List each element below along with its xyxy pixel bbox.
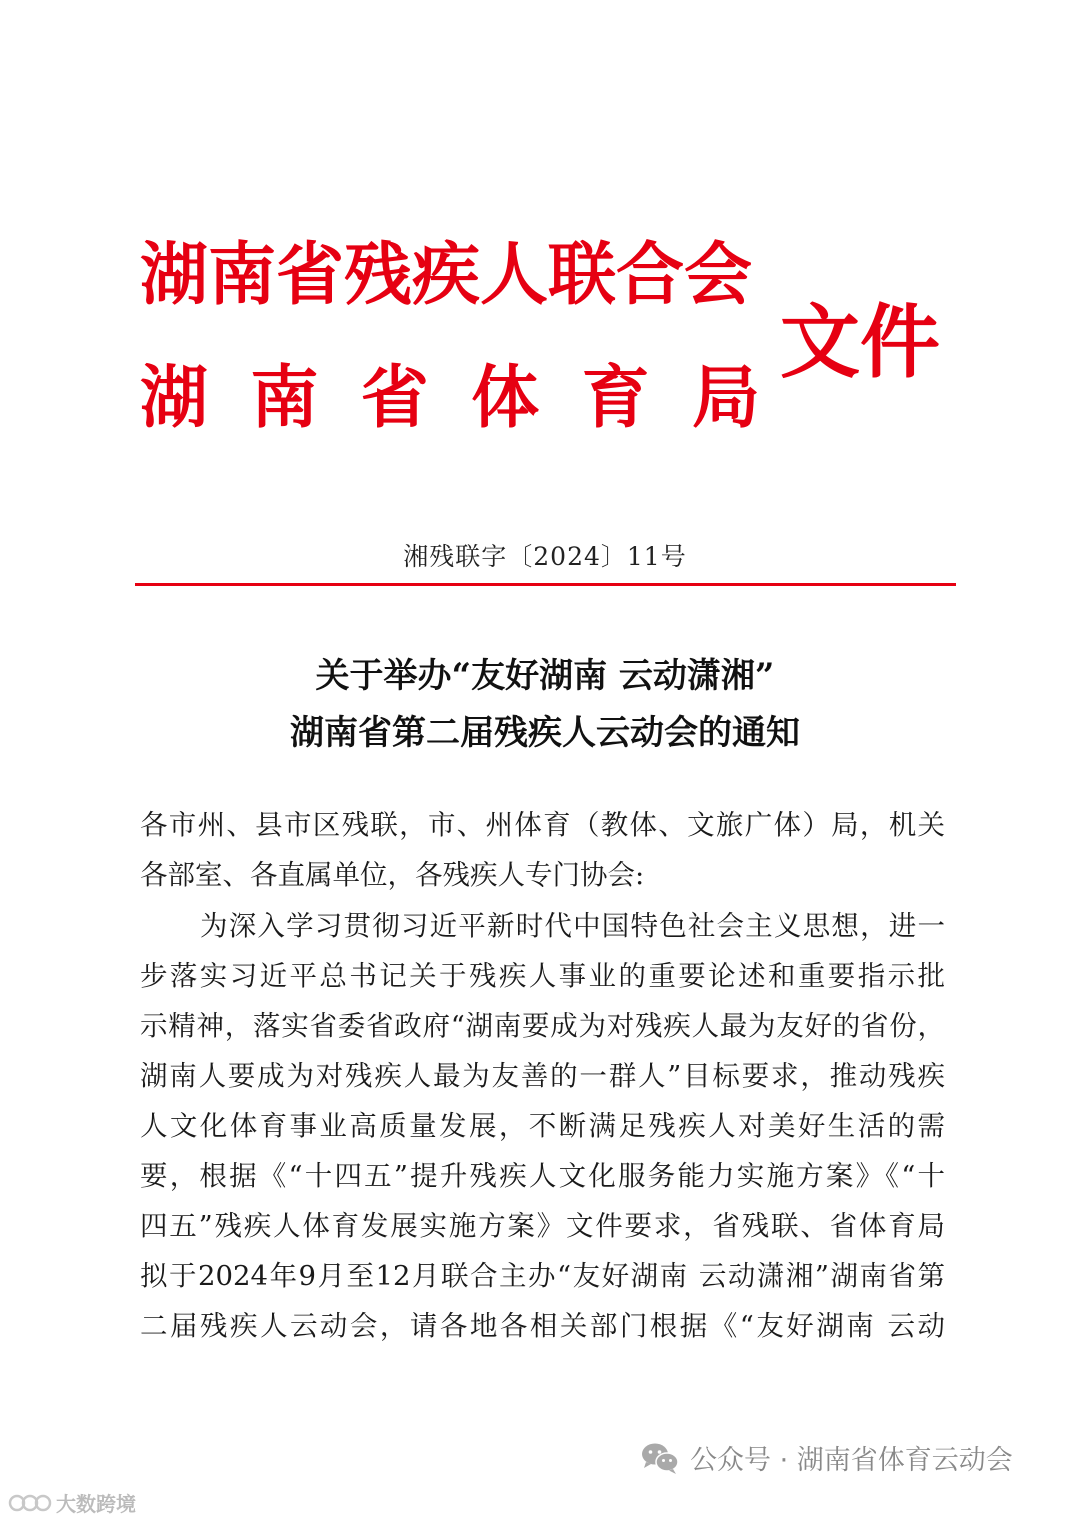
notice-title-line-1: 关于举办“友好湖南 云动潇湘” xyxy=(315,656,775,696)
issuer-line-2-char: 湖 xyxy=(140,359,209,438)
body-line: 各部室、各直属单位，各残疾人专门协会: xyxy=(140,859,645,891)
document-type-label: 文件 xyxy=(780,296,940,389)
notice-title-line-2: 湖南省第二届残疾人云动会的通知 xyxy=(290,713,800,753)
body-line: 二届残疾人云动会，请各地各相关部门根据《“友好湖南 云动 xyxy=(140,1310,945,1342)
issuer-line-1: 湖南省残疾人联合会 xyxy=(140,236,753,315)
body-line: 湖南人要成为对残疾人最为友善的一群人”目标要求，推动残疾 xyxy=(140,1060,945,1092)
issuer-line-2-char: 南 xyxy=(250,359,319,438)
red-divider-line xyxy=(135,583,956,586)
wechat-icon xyxy=(640,1441,680,1475)
issuer-line-2 xyxy=(140,359,760,438)
body-line: 为深入学习贯彻习近平新时代中国特色社会主义思想，进一 xyxy=(200,910,945,942)
body-line: 步落实习近平总书记关于残疾人事业的重要论述和重要指示批 xyxy=(140,960,945,992)
body-line: 人文化体育事业高质量发展，不断满足残疾人对美好生活的需 xyxy=(140,1110,945,1142)
body-line: 要，根据《“十四五”提升残疾人文化服务能力实施方案》《“十 xyxy=(140,1160,945,1192)
issuer-line-2-char: 体 xyxy=(471,359,540,438)
body-line: 四五”残疾人体育发展实施方案》文件要求，省残联、省体育局 xyxy=(140,1210,945,1242)
issuer-line-2-char: 育 xyxy=(581,359,650,438)
watermark-text: 大数跨境 xyxy=(56,1492,136,1516)
watermark xyxy=(8,1488,136,1517)
watermark-logo-icon xyxy=(8,1491,52,1515)
body-line: 拟于2024年9月至12月联合主办“友好湖南 云动潇湘”湖南省第 xyxy=(140,1260,945,1292)
issuer-line-2-char: 省 xyxy=(360,359,429,438)
document-number: 湘残联字〔2024〕11号 xyxy=(403,542,687,571)
issuer-line-2-char: 局 xyxy=(691,359,760,438)
body-line: 各市州、县市区残联，市、州体育（教体、文旅广体）局，机关 xyxy=(140,809,945,841)
body-line: 示精神，落实省委省政府“湖南要成为对残疾人最为友好的省份， xyxy=(140,1010,945,1042)
wechat-account-credit xyxy=(640,1438,1013,1477)
wechat-account-label: 公众号 · 湖南省体育云动会 xyxy=(690,1445,1013,1476)
